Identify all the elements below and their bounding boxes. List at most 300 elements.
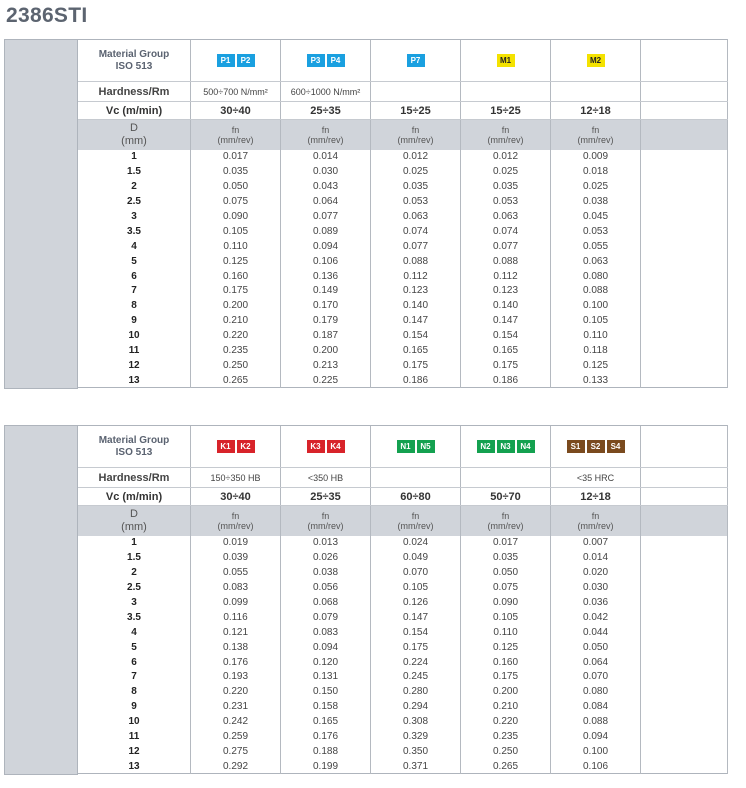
feed-value: 0.250 bbox=[191, 358, 281, 373]
feed-value: 0.088 bbox=[551, 714, 641, 729]
d-unit: (mm) bbox=[121, 134, 147, 147]
table-row bbox=[5, 209, 728, 224]
feed-value: 0.165 bbox=[371, 343, 461, 358]
feed-value: 0.025 bbox=[371, 164, 461, 179]
empty-cell bbox=[641, 343, 728, 358]
empty-cell bbox=[641, 284, 728, 299]
feed-value: 0.019 bbox=[191, 536, 281, 551]
empty-cell bbox=[641, 194, 728, 209]
feed-value: 0.160 bbox=[191, 269, 281, 284]
empty-cell bbox=[641, 179, 728, 194]
feed-value: 0.063 bbox=[551, 254, 641, 269]
feed-value: 0.105 bbox=[191, 224, 281, 239]
feed-value: 0.265 bbox=[461, 759, 551, 774]
feed-value: 0.118 bbox=[551, 343, 641, 358]
empty-cell bbox=[641, 40, 728, 82]
spacer-row bbox=[5, 774, 728, 775]
feed-value: 0.125 bbox=[191, 254, 281, 269]
fn-unit: (mm/rev) bbox=[487, 134, 524, 145]
diameter-value: 8 bbox=[78, 298, 191, 313]
table-row bbox=[5, 179, 728, 194]
material-group-label bbox=[78, 426, 191, 468]
fn-header bbox=[281, 506, 371, 536]
vc-value: 30÷40 bbox=[191, 488, 281, 506]
feed-value: 0.013 bbox=[281, 536, 371, 551]
empty-cell bbox=[641, 565, 728, 580]
feed-value: 0.088 bbox=[371, 254, 461, 269]
empty-cell bbox=[641, 729, 728, 744]
empty-cell bbox=[641, 684, 728, 699]
iso-badge-p4: P4 bbox=[327, 54, 345, 67]
feed-value: 0.088 bbox=[461, 254, 551, 269]
fn-header bbox=[551, 506, 641, 536]
feed-value: 0.245 bbox=[371, 670, 461, 685]
side-panel bbox=[5, 40, 78, 389]
material-group-cell bbox=[281, 426, 371, 468]
material-group-text: Material Group bbox=[98, 48, 170, 60]
fn-header bbox=[371, 506, 461, 536]
feed-value: 0.175 bbox=[371, 640, 461, 655]
table-row bbox=[5, 699, 728, 714]
feed-value: 0.147 bbox=[461, 313, 551, 328]
feed-value: 0.030 bbox=[551, 580, 641, 595]
fn-header bbox=[461, 506, 551, 536]
diameter-value: 4 bbox=[78, 239, 191, 254]
feed-value: 0.350 bbox=[371, 744, 461, 759]
table-row bbox=[5, 269, 728, 284]
empty-cell bbox=[641, 670, 728, 685]
table-row bbox=[5, 150, 728, 165]
fn-unit: (mm/rev) bbox=[307, 134, 344, 145]
spacer-cell bbox=[191, 774, 281, 775]
iso-badge-n4: N4 bbox=[517, 440, 535, 453]
feed-value: 0.063 bbox=[461, 209, 551, 224]
fn-label: fn bbox=[591, 124, 600, 135]
feed-value: 0.068 bbox=[281, 595, 371, 610]
hardness-value: 150÷350 HB bbox=[191, 468, 281, 488]
feed-value: 0.035 bbox=[461, 550, 551, 565]
material-group-cell bbox=[191, 40, 281, 82]
feed-value: 0.042 bbox=[551, 610, 641, 625]
feed-value: 0.187 bbox=[281, 328, 371, 343]
feed-value: 0.064 bbox=[551, 655, 641, 670]
spacer-cell bbox=[371, 774, 461, 775]
fn-unit: (mm/rev) bbox=[577, 134, 614, 145]
feed-value: 0.188 bbox=[281, 744, 371, 759]
diameter-value: 12 bbox=[78, 744, 191, 759]
hardness-value bbox=[551, 82, 641, 102]
diameter-value: 5 bbox=[78, 254, 191, 269]
diameter-value: 4 bbox=[78, 625, 191, 640]
feed-value: 0.035 bbox=[371, 179, 461, 194]
fn-label: fn bbox=[231, 124, 240, 135]
table-row bbox=[5, 670, 728, 685]
hardness-value: <350 HB bbox=[281, 468, 371, 488]
feed-value: 0.112 bbox=[461, 269, 551, 284]
feed-value: 0.083 bbox=[281, 625, 371, 640]
vc-row bbox=[5, 102, 728, 120]
feed-value: 0.110 bbox=[191, 239, 281, 254]
iso-badge-m2: M2 bbox=[587, 54, 605, 67]
iso-badge-m1: M1 bbox=[497, 54, 515, 67]
feed-value: 0.080 bbox=[551, 269, 641, 284]
feed-value: 0.074 bbox=[371, 224, 461, 239]
feed-value: 0.009 bbox=[551, 150, 641, 165]
iso-text: ISO 513 bbox=[115, 60, 153, 72]
feed-value: 0.077 bbox=[461, 239, 551, 254]
diameter-value: 3 bbox=[78, 209, 191, 224]
feed-value: 0.035 bbox=[191, 164, 281, 179]
feed-value: 0.075 bbox=[191, 194, 281, 209]
feed-value: 0.100 bbox=[551, 298, 641, 313]
fn-unit: (mm/rev) bbox=[397, 520, 434, 531]
feed-value: 0.179 bbox=[281, 313, 371, 328]
feed-value: 0.106 bbox=[281, 254, 371, 269]
feed-value: 0.175 bbox=[191, 284, 281, 299]
empty-cell bbox=[641, 426, 728, 468]
feed-value: 0.053 bbox=[551, 224, 641, 239]
diameter-value: 2.5 bbox=[78, 580, 191, 595]
hardness-value bbox=[461, 82, 551, 102]
material-group-row bbox=[5, 426, 728, 468]
empty-cell bbox=[641, 640, 728, 655]
feed-value: 0.200 bbox=[191, 298, 281, 313]
table-row bbox=[5, 655, 728, 670]
side-panel bbox=[5, 426, 78, 775]
diameter-value: 3.5 bbox=[78, 224, 191, 239]
hardness-value bbox=[371, 468, 461, 488]
feed-value: 0.165 bbox=[281, 714, 371, 729]
feed-value: 0.120 bbox=[281, 655, 371, 670]
material-group-cell bbox=[461, 40, 551, 82]
diameter-value: 9 bbox=[78, 313, 191, 328]
vc-label: Vc (m/min) bbox=[78, 488, 191, 506]
d-label: D bbox=[130, 121, 138, 134]
feed-value: 0.175 bbox=[371, 358, 461, 373]
feed-value: 0.170 bbox=[281, 298, 371, 313]
feed-value: 0.055 bbox=[191, 565, 281, 580]
vc-value: 15÷25 bbox=[371, 102, 461, 120]
table-row bbox=[5, 358, 728, 373]
diameter-value: 2 bbox=[78, 179, 191, 194]
feed-value: 0.140 bbox=[371, 298, 461, 313]
fn-unit: (mm/rev) bbox=[217, 520, 254, 531]
feed-value: 0.220 bbox=[191, 684, 281, 699]
feed-value: 0.099 bbox=[191, 595, 281, 610]
iso-badge-s4: S4 bbox=[607, 440, 625, 453]
hardness-row bbox=[5, 468, 728, 488]
fn-header bbox=[371, 120, 461, 150]
empty-cell bbox=[641, 209, 728, 224]
table-row bbox=[5, 610, 728, 625]
feed-value: 0.064 bbox=[281, 194, 371, 209]
spacer-cell bbox=[78, 774, 191, 775]
feed-value: 0.007 bbox=[551, 536, 641, 551]
iso-badge-s2: S2 bbox=[587, 440, 605, 453]
empty-cell bbox=[641, 550, 728, 565]
table-row bbox=[5, 744, 728, 759]
spacer-cell bbox=[281, 774, 371, 775]
fn-label: fn bbox=[321, 124, 330, 135]
feed-value: 0.018 bbox=[551, 164, 641, 179]
hardness-row bbox=[5, 82, 728, 102]
diameter-value: 7 bbox=[78, 284, 191, 299]
empty-cell bbox=[641, 298, 728, 313]
spacer-cell bbox=[641, 388, 728, 389]
feed-value: 0.265 bbox=[191, 373, 281, 388]
empty-cell bbox=[641, 164, 728, 179]
feed-value: 0.371 bbox=[371, 759, 461, 774]
d-header bbox=[78, 120, 191, 150]
feed-value: 0.014 bbox=[281, 150, 371, 165]
table-row bbox=[5, 580, 728, 595]
empty-cell bbox=[641, 759, 728, 774]
table-row bbox=[5, 565, 728, 580]
table-row bbox=[5, 239, 728, 254]
empty-cell bbox=[641, 373, 728, 388]
empty-cell bbox=[641, 120, 728, 150]
empty-cell bbox=[641, 328, 728, 343]
spacer-cell bbox=[281, 388, 371, 389]
feed-value: 0.199 bbox=[281, 759, 371, 774]
feed-value: 0.035 bbox=[461, 179, 551, 194]
feed-value: 0.030 bbox=[281, 164, 371, 179]
feed-value: 0.070 bbox=[551, 670, 641, 685]
diameter-value: 9 bbox=[78, 699, 191, 714]
empty-cell bbox=[641, 714, 728, 729]
table-row bbox=[5, 194, 728, 209]
table-row bbox=[5, 313, 728, 328]
feed-value: 0.175 bbox=[461, 670, 551, 685]
feed-value: 0.080 bbox=[551, 684, 641, 699]
empty-cell bbox=[641, 269, 728, 284]
spacer-cell bbox=[78, 388, 191, 389]
feed-value: 0.038 bbox=[551, 194, 641, 209]
d-unit: (mm) bbox=[121, 520, 147, 533]
fn-unit: (mm/rev) bbox=[487, 520, 524, 531]
empty-cell bbox=[641, 744, 728, 759]
fn-label: fn bbox=[411, 124, 420, 135]
spacer-row bbox=[5, 388, 728, 389]
material-group-cell bbox=[461, 426, 551, 468]
feed-value: 0.063 bbox=[371, 209, 461, 224]
table-row bbox=[5, 536, 728, 551]
feed-value: 0.024 bbox=[371, 536, 461, 551]
feed-value: 0.012 bbox=[461, 150, 551, 165]
feed-value: 0.147 bbox=[371, 610, 461, 625]
feed-value: 0.105 bbox=[371, 580, 461, 595]
feed-value: 0.084 bbox=[551, 699, 641, 714]
feed-value: 0.055 bbox=[551, 239, 641, 254]
feed-value: 0.165 bbox=[461, 343, 551, 358]
feed-value: 0.294 bbox=[371, 699, 461, 714]
table-row bbox=[5, 759, 728, 774]
feed-value: 0.050 bbox=[461, 565, 551, 580]
feed-value: 0.235 bbox=[461, 729, 551, 744]
feed-table-p-m bbox=[4, 39, 728, 389]
feed-value: 0.224 bbox=[371, 655, 461, 670]
feed-value: 0.126 bbox=[371, 595, 461, 610]
feed-value: 0.074 bbox=[461, 224, 551, 239]
spacer-cell bbox=[191, 388, 281, 389]
empty-cell bbox=[641, 699, 728, 714]
feed-value: 0.036 bbox=[551, 595, 641, 610]
table-row bbox=[5, 684, 728, 699]
iso-badge-p2: P2 bbox=[237, 54, 255, 67]
feed-value: 0.090 bbox=[191, 209, 281, 224]
d-label: D bbox=[130, 507, 138, 520]
empty-cell bbox=[641, 82, 728, 102]
iso-badge-p7: P7 bbox=[407, 54, 425, 67]
diameter-value: 6 bbox=[78, 269, 191, 284]
fn-header bbox=[551, 120, 641, 150]
material-group-row bbox=[5, 40, 728, 82]
feed-value: 0.106 bbox=[551, 759, 641, 774]
empty-cell bbox=[641, 313, 728, 328]
fn-header bbox=[191, 506, 281, 536]
spacer-cell bbox=[461, 388, 551, 389]
feed-value: 0.125 bbox=[551, 358, 641, 373]
vc-value: 12÷18 bbox=[551, 102, 641, 120]
material-group-cell bbox=[371, 40, 461, 82]
empty-cell bbox=[641, 625, 728, 640]
material-group-label bbox=[78, 40, 191, 82]
fn-header bbox=[191, 120, 281, 150]
empty-cell bbox=[641, 655, 728, 670]
empty-cell bbox=[641, 488, 728, 506]
vc-value: 25÷35 bbox=[281, 102, 371, 120]
feed-value: 0.039 bbox=[191, 550, 281, 565]
diameter-value: 1 bbox=[78, 150, 191, 165]
feed-value: 0.136 bbox=[281, 269, 371, 284]
diameter-value: 1 bbox=[78, 536, 191, 551]
feed-value: 0.210 bbox=[461, 699, 551, 714]
feed-value: 0.147 bbox=[371, 313, 461, 328]
feed-value: 0.049 bbox=[371, 550, 461, 565]
empty-cell bbox=[641, 358, 728, 373]
iso-badge-n1: N1 bbox=[397, 440, 415, 453]
feed-value: 0.150 bbox=[281, 684, 371, 699]
vc-value: 30÷40 bbox=[191, 102, 281, 120]
diameter-value: 2 bbox=[78, 565, 191, 580]
diameter-value: 12 bbox=[78, 358, 191, 373]
feed-value: 0.014 bbox=[551, 550, 641, 565]
fn-unit: (mm/rev) bbox=[307, 520, 344, 531]
feed-value: 0.083 bbox=[191, 580, 281, 595]
diameter-value: 13 bbox=[78, 759, 191, 774]
iso-badge-s1: S1 bbox=[567, 440, 585, 453]
feed-value: 0.094 bbox=[281, 239, 371, 254]
table-row bbox=[5, 729, 728, 744]
spacer-cell bbox=[371, 388, 461, 389]
diameter-value: 2.5 bbox=[78, 194, 191, 209]
feed-value: 0.225 bbox=[281, 373, 371, 388]
hardness-value: 600÷1000 N/mm² bbox=[281, 82, 371, 102]
spacer-cell bbox=[641, 774, 728, 775]
feed-value: 0.123 bbox=[371, 284, 461, 299]
diameter-value: 6 bbox=[78, 655, 191, 670]
diameter-value: 1.5 bbox=[78, 164, 191, 179]
feed-value: 0.110 bbox=[461, 625, 551, 640]
diameter-value: 1.5 bbox=[78, 550, 191, 565]
feed-value: 0.186 bbox=[371, 373, 461, 388]
feed-value: 0.275 bbox=[191, 744, 281, 759]
feed-value: 0.025 bbox=[461, 164, 551, 179]
feed-value: 0.070 bbox=[371, 565, 461, 580]
hardness-value: <35 HRC bbox=[551, 468, 641, 488]
diameter-value: 8 bbox=[78, 684, 191, 699]
feed-value: 0.056 bbox=[281, 580, 371, 595]
feed-value: 0.210 bbox=[191, 313, 281, 328]
empty-cell bbox=[641, 580, 728, 595]
feed-value: 0.089 bbox=[281, 224, 371, 239]
table-row bbox=[5, 164, 728, 179]
empty-cell bbox=[641, 254, 728, 269]
table-row bbox=[5, 224, 728, 239]
hardness-label: Hardness/Rm bbox=[78, 82, 191, 102]
feed-value: 0.235 bbox=[191, 343, 281, 358]
table-row bbox=[5, 373, 728, 388]
material-group-cell bbox=[551, 426, 641, 468]
table-row bbox=[5, 254, 728, 269]
feed-value: 0.329 bbox=[371, 729, 461, 744]
feed-value: 0.250 bbox=[461, 744, 551, 759]
empty-cell bbox=[641, 102, 728, 120]
feed-value: 0.053 bbox=[461, 194, 551, 209]
fn-label: fn bbox=[231, 510, 240, 521]
feed-value: 0.200 bbox=[461, 684, 551, 699]
empty-cell bbox=[641, 610, 728, 625]
column-header-row bbox=[5, 506, 728, 536]
feed-value: 0.050 bbox=[551, 640, 641, 655]
feed-value: 0.110 bbox=[551, 328, 641, 343]
feed-value: 0.259 bbox=[191, 729, 281, 744]
spacer-cell bbox=[551, 774, 641, 775]
feed-value: 0.012 bbox=[371, 150, 461, 165]
empty-cell bbox=[641, 468, 728, 488]
table-row bbox=[5, 625, 728, 640]
feed-value: 0.231 bbox=[191, 699, 281, 714]
feed-value: 0.025 bbox=[551, 179, 641, 194]
vc-value: 50÷70 bbox=[461, 488, 551, 506]
feed-value: 0.213 bbox=[281, 358, 371, 373]
feed-value: 0.176 bbox=[191, 655, 281, 670]
feed-value: 0.308 bbox=[371, 714, 461, 729]
feed-value: 0.105 bbox=[461, 610, 551, 625]
feed-value: 0.131 bbox=[281, 670, 371, 685]
feed-value: 0.088 bbox=[551, 284, 641, 299]
vc-value: 25÷35 bbox=[281, 488, 371, 506]
feed-value: 0.280 bbox=[371, 684, 461, 699]
diameter-value: 11 bbox=[78, 729, 191, 744]
table-row bbox=[5, 328, 728, 343]
fn-unit: (mm/rev) bbox=[217, 134, 254, 145]
diameter-value: 10 bbox=[78, 714, 191, 729]
diameter-value: 3.5 bbox=[78, 610, 191, 625]
feed-value: 0.077 bbox=[371, 239, 461, 254]
feed-value: 0.123 bbox=[461, 284, 551, 299]
vc-label: Vc (m/min) bbox=[78, 102, 191, 120]
feed-value: 0.105 bbox=[551, 313, 641, 328]
feed-value: 0.116 bbox=[191, 610, 281, 625]
hardness-value bbox=[461, 468, 551, 488]
feed-value: 0.292 bbox=[191, 759, 281, 774]
feed-value: 0.020 bbox=[551, 565, 641, 580]
iso-badge-n2: N2 bbox=[477, 440, 495, 453]
page-title: 2386STI bbox=[6, 4, 88, 27]
feed-value: 0.176 bbox=[281, 729, 371, 744]
feed-value: 0.160 bbox=[461, 655, 551, 670]
